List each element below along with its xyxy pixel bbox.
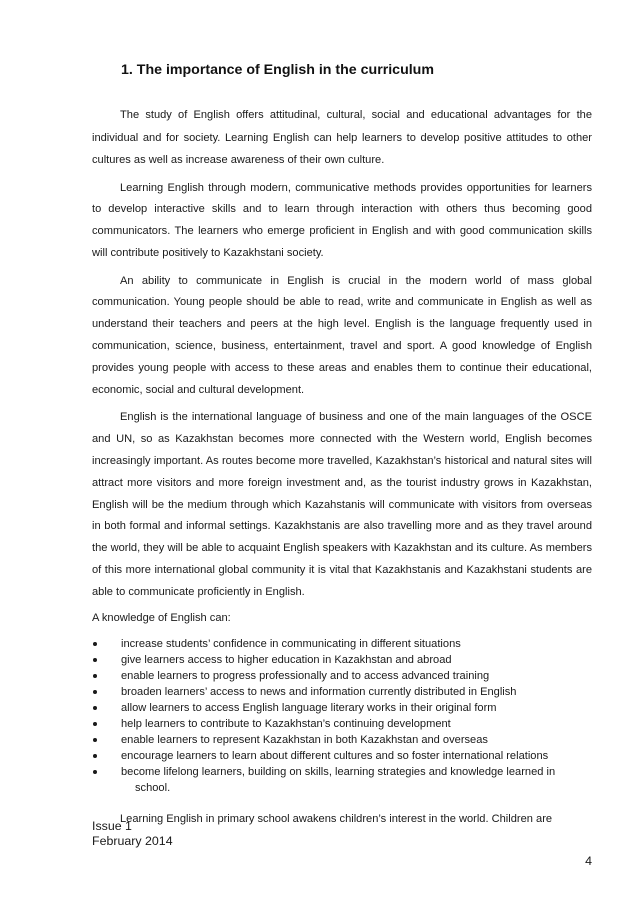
bullet-list [92,636,592,797]
paragraph: English is the international language of business and one of the main languages of the OSCE and UN, so as Kazakhstan becomes more connected with the Western world, English becomes increasingly important. As routes become more travelled, Kazakhstan’s historical and natural sites will attract more visitors and more foreign investment and, as the tourist industry grows in Kazakhstan, English will be the medium through which Kazahstanis will communicate with visitors from overseas in both formal and informal settings. Kazakhstanis are also travelling more and as they travel around the world, they will be able to acquaint English speakers with Kazakhstan and its culture. As members of this more international global community it is vital that Kazakhstanis and Kazakhstani students are able to communicate proficiently in English. [92,411,592,598]
bullet-item: enable learners to progress professionally and to access advanced training [92,668,592,684]
bullet-item: help learners to contribute to Kazakhstan’s continuing development [92,716,592,732]
bullet-item: allow learners to access English language literary works in their original form [92,700,592,716]
paragraph: Learning English through modern, communicative methods provides opportunities for learners to develop interactive skills and to learn through interaction with others thus becoming good communicators. The learners who emerge proficient in English and with good communication skills will contribute positively to Kazakhstani society. [92,181,592,259]
section-heading: 1. The importance of English in the curriculum [121,62,434,78]
bullet-text: become lifelong learners, building on skills, learning strategies and knowledge learned in [121,766,556,779]
bullet-item: encourage learners to learn about different cultures and so foster international relations [92,748,592,764]
bullet-item [92,764,592,796]
issue-date: February 2014 [92,834,173,848]
page-number: 4 [585,854,592,868]
bullet-item: increase students’ confidence in communicating in different situations [92,636,592,652]
paragraph: The study of English offers attitudinal, cultural, social and educational advantages for the individual and for society. Learning English can help learners to develop positive attitudes to other cultures as well as increase awareness of their own culture. [92,109,592,166]
list-intro: A knowledge of English can: [92,611,231,624]
document-body [92,104,592,836]
bullet-item: broaden learners’ access to news and information currently distributed in English [92,684,592,700]
footer-issue-info [92,819,173,849]
bullet-text-continuation: school. [135,782,171,795]
paragraph: Learning English in primary school awakens children’s interest in the world. Children are [120,812,553,825]
paragraph: An ability to communicate in English is crucial in the modern world of mass global communication. Young people should be able to read, write and communicate in English as well as understand their teachers and peers at the high level. English is the language frequently used in communication, science, business, entertainment, travel and sport. A good knowledge of English provides young people with access to these areas and enables them to continue their educational, economic, social and cultural development. [92,274,592,396]
bullet-item: give learners access to higher education in Kazakhstan and abroad [92,652,592,668]
bullet-item: enable learners to represent Kazakhstan in both Kazakhstan and overseas [92,732,592,748]
issue-label: Issue 1 [92,819,132,833]
